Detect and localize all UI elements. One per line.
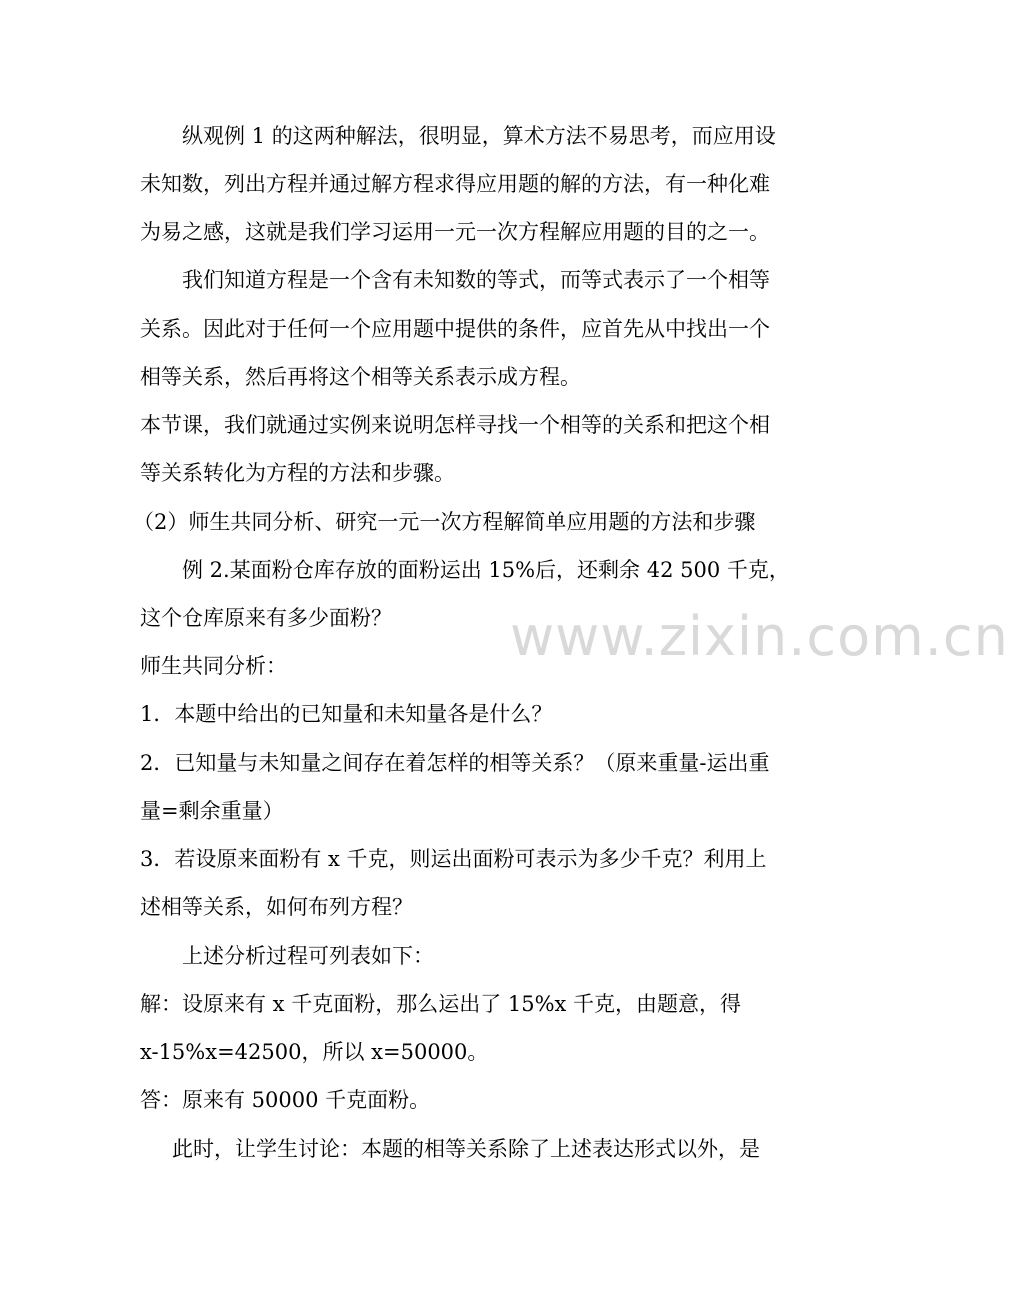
paragraph-line: 未知数，列出方程并通过解方程求得应用题的解的方法，有一种化难 [140,172,770,196]
solution-line: 解：设原来有 x 千克面粉，那么运出了 15%x 千克，由题意，得 [140,992,742,1016]
watermark-text: www.zixin.com.cn [510,605,1009,668]
list-item: 2．已知量与未知量之间存在着怎样的相等关系？（原来重量-运出重 [140,751,770,775]
paragraph-line: 为易之感，这就是我们学习运用一元一次方程解应用题的目的之一。 [140,220,770,244]
solution-line: x-15%x=42500，所以 x=50000。 [140,1040,489,1064]
paragraph-line: 我们知道方程是一个含有未知数的等式，而等式表示了一个相等 [182,268,770,292]
paragraph-line: 师生共同分析： [140,654,287,678]
paragraph-line: 等关系转化为方程的方法和步骤。 [140,461,455,485]
paragraph-line: 纵观例 1 的这两种解法，很明显，算术方法不易思考，而应用设 [182,124,776,148]
paragraph-line: 相等关系，然后再将这个相等关系表示成方程。 [140,365,581,389]
list-item: 述相等关系，如何布列方程？ [140,895,413,919]
answer-line: 答：原来有 50000 千克面粉。 [140,1088,431,1112]
example-line: 例 2.某面粉仓库存放的面粉运出 15%后，还剩余 42 500 千克， [182,558,790,582]
paragraph-line: 关系。因此对于任何一个应用题中提供的条件，应首先从中找出一个 [140,317,770,341]
list-item: 量=剩余重量） [140,799,284,823]
section-heading: （2）师生共同分析、研究一元一次方程解简单应用题的方法和步骤 [133,510,756,534]
paragraph-line: 上述分析过程可列表如下： [182,944,434,968]
list-item: 1．本题中给出的已知量和未知量各是什么？ [140,702,553,726]
list-item: 3．若设原来面粉有 x 千克，则运出面粉可表示为多少千克？利用上 [140,847,767,871]
paragraph-line: 此时，让学生讨论：本题的相等关系除了上述表达形式以外，是 [172,1137,760,1161]
example-line: 这个仓库原来有多少面粉？ [140,606,392,630]
paragraph-line: 本节课，我们就通过实例来说明怎样寻找一个相等的关系和把这个相 [140,413,770,437]
